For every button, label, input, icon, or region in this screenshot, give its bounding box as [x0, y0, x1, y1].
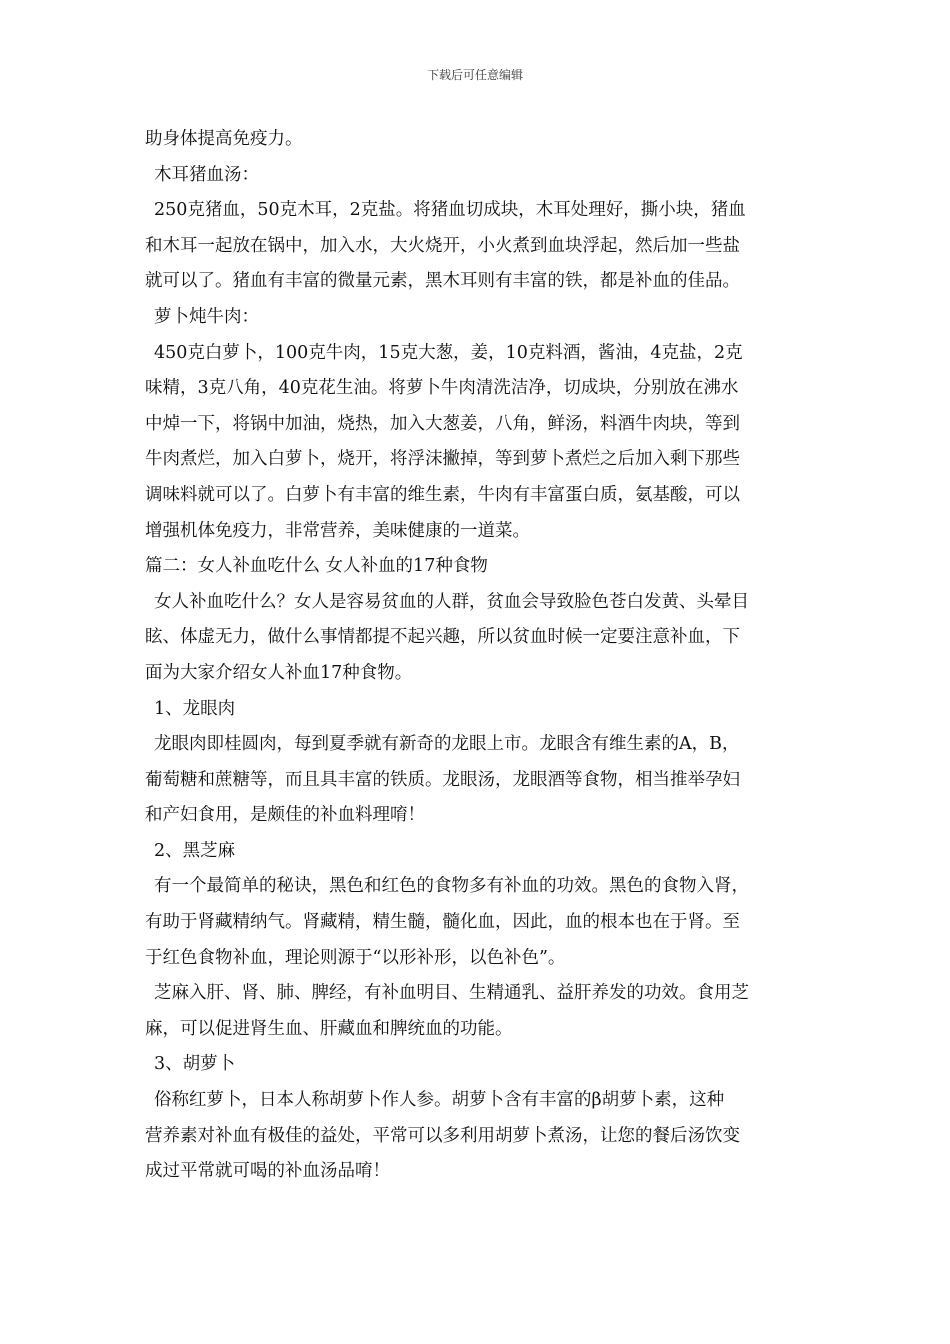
document-body [145, 122, 810, 1190]
page-header: 下载后可任意编辑 [426, 68, 523, 82]
text-line: 女人补血吃什么？女人是容易贫血的人群，贫血会导致脸色苍白发黄、头晕目 [154, 591, 749, 612]
text-line: 篇二：女人补血吃什么 女人补血的17种食物 [145, 556, 488, 577]
text-line: 调味料就可以了。白萝卜有丰富的维生素，牛肉有丰富蛋白质，氨基酸，可以 [145, 484, 740, 505]
text-line: 俗称红萝卜，日本人称胡萝卜作人参。胡萝卜含有丰富的β胡萝卜素，这种 [154, 1090, 725, 1111]
text-line: 助身体提高免疫力。 [145, 129, 303, 149]
text-line: 成过平常就可喝的补血汤品唷！ [145, 1161, 390, 1182]
text-line: 葡萄糖和蔗糖等，而且具丰富的铁质。龙眼汤，龙眼酒等食物，相当推举孕妇 [145, 769, 740, 790]
text-line: 味精，3克八角，40克花生油。将萝卜牛肉清洗洁净，切成块，分别放在沸水 [145, 378, 739, 399]
text-line: 于红色食物补血，理论则源于“以形补形，以色补色”。 [145, 947, 566, 968]
text-line: 眩、体虚无力，做什么事情都提不起兴趣，所以贫血时候一定要注意补血，下 [145, 627, 740, 648]
text-line: 芝麻入肝、肾、肺、脾经，有补血明目、生精通乳、益肝养发的功效。食用芝 [154, 983, 749, 1004]
text-line: 和木耳一起放在锅中，加入水，大火烧开，小火煮到血块浮起，然后加一些盐 [145, 235, 740, 256]
text-line: 中焯一下，将锅中加油，烧热，加入大葱姜，八角，鲜汤，料酒牛肉块，等到 [145, 413, 740, 434]
text-line: 有助于肾藏精纳气。肾藏精，精生髓，髓化血，因此，血的根本也在于肾。至 [145, 912, 740, 933]
text-line: 营养素对补血有极佳的益处，平常可以多利用胡萝卜煮汤，让您的餐后汤饮变 [145, 1125, 740, 1146]
text-line: 3、胡萝卜 [154, 1054, 236, 1075]
text-line: 麻，可以促进肾生血、肝藏血和脾统血的功能。 [145, 1018, 513, 1039]
text-line: 增强机体免疫力，非常营养，美味健康的一道菜。 [145, 520, 530, 541]
text-line: 有一个最简单的秘诀，黑色和红色的食物多有补血的功效。黑色的食物入肾， [154, 876, 749, 897]
text-line: 木耳猪血汤： [154, 164, 259, 185]
text-line: 1、龙眼肉 [154, 698, 236, 719]
text-line: 450克白萝卜，100克牛肉，15克大葱，姜，10克料酒，酱油，4克盐，2克 [154, 342, 743, 363]
text-line: 牛肉煮烂，加入白萝卜，烧开，将浮沫撇掉，等到萝卜煮烂之后加入剩下那些 [145, 449, 740, 470]
text-line: 龙眼肉即桂圆肉，每到夏季就有新奇的龙眼上市。龙眼含有维生素的A，B， [154, 734, 740, 755]
text-line: 和产妇食用，是颇佳的补血料理唷！ [145, 805, 425, 826]
text-line: 面为大家介绍女人补血17种食物。 [145, 662, 413, 683]
text-line: 就可以了。猪血有丰富的微量元素，黑木耳则有丰富的铁，都是补血的佳品。 [145, 271, 740, 292]
text-line: 250克猪血，50克木耳，2克盐。将猪血切成块，木耳处理好，撕小块，猪血 [154, 200, 746, 221]
text-line: 萝卜炖牛肉： [154, 306, 259, 327]
text-line: 2、黑芝麻 [154, 840, 236, 861]
